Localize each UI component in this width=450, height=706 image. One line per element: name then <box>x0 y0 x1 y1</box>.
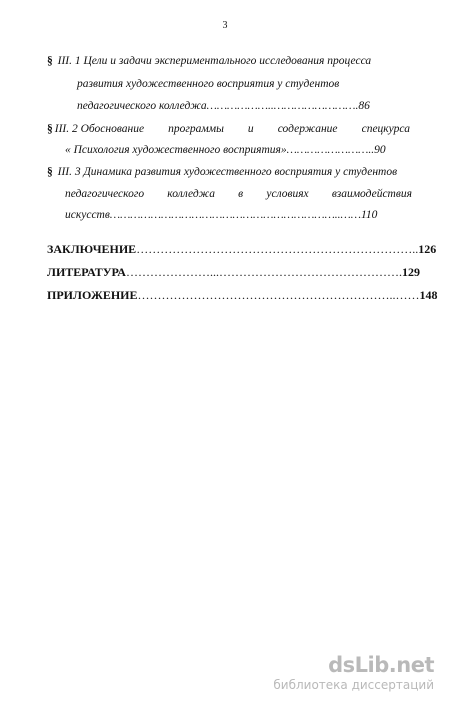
toc-section-3-3-line3 <box>65 208 377 222</box>
toc-word: и <box>247 123 254 135</box>
toc-word: педагогического <box>65 188 145 200</box>
toc-section-3-1-line2 <box>77 77 339 91</box>
toc-text: III. 1 Цели и задачи экспериментального исследования процесса <box>57 55 372 67</box>
toc-section-3-1-line1[interactable] <box>47 54 371 68</box>
section-symbol: § <box>47 123 53 135</box>
toc-section-3-1-line3 <box>77 99 370 113</box>
toc-text: III. 3 Динамика развития художественного восприятия у студентов <box>57 166 398 178</box>
toc-dots: ………………………………………………………..…… <box>137 288 420 302</box>
toc-word: программы <box>168 123 224 135</box>
toc-page: 148 <box>419 288 438 302</box>
toc-word: III. 2 Обоснование <box>54 123 145 135</box>
toc-entry-literature[interactable] <box>47 265 420 279</box>
toc-entry-conclusion[interactable] <box>47 242 436 256</box>
toc-entry-title: ПРИЛОЖЕНИЕ <box>47 288 138 302</box>
toc-text: « Психология художественного восприятия»……………………..90 <box>65 144 386 156</box>
toc-text: педагогического колледжа………………..…………………….86 <box>77 100 370 112</box>
toc-word: взаимодействия <box>331 188 412 200</box>
dslib-watermark <box>273 654 434 692</box>
toc-word: в <box>238 188 244 200</box>
watermark-subtitle: библиотека диссертаций <box>273 678 434 692</box>
toc-dots: …………………………………………………………….. <box>136 242 419 256</box>
toc-word: условиях <box>266 188 309 200</box>
toc-section-3-2-line2 <box>65 143 386 157</box>
toc-entry-appendix[interactable] <box>47 288 438 302</box>
toc-text: искусств…………………………………………………………..……110 <box>65 209 378 221</box>
toc-section-3-3-line1[interactable] <box>47 165 397 179</box>
toc-section-3-2-line1[interactable] <box>47 122 410 136</box>
toc-entry-title: ЛИТЕРАТУРА <box>47 265 126 279</box>
watermark-title: dsLib.net <box>328 653 434 677</box>
toc-page: 129 <box>401 265 420 279</box>
page-number: 3 <box>222 20 228 31</box>
toc-word: спецкурса <box>361 123 410 135</box>
toc-dots: …………………...………………………………………. <box>125 265 402 279</box>
toc-section-3-3-line2 <box>65 187 412 201</box>
toc-text: развития художественного восприятия у студентов <box>77 78 340 90</box>
toc-word: содержание <box>277 123 338 135</box>
toc-entry-title: ЗАКЛЮЧЕНИЕ <box>47 242 137 256</box>
toc-page: 126 <box>418 242 437 256</box>
section-symbol: § <box>47 55 53 67</box>
section-symbol: § <box>47 166 53 178</box>
toc-word: колледжа <box>167 188 215 200</box>
